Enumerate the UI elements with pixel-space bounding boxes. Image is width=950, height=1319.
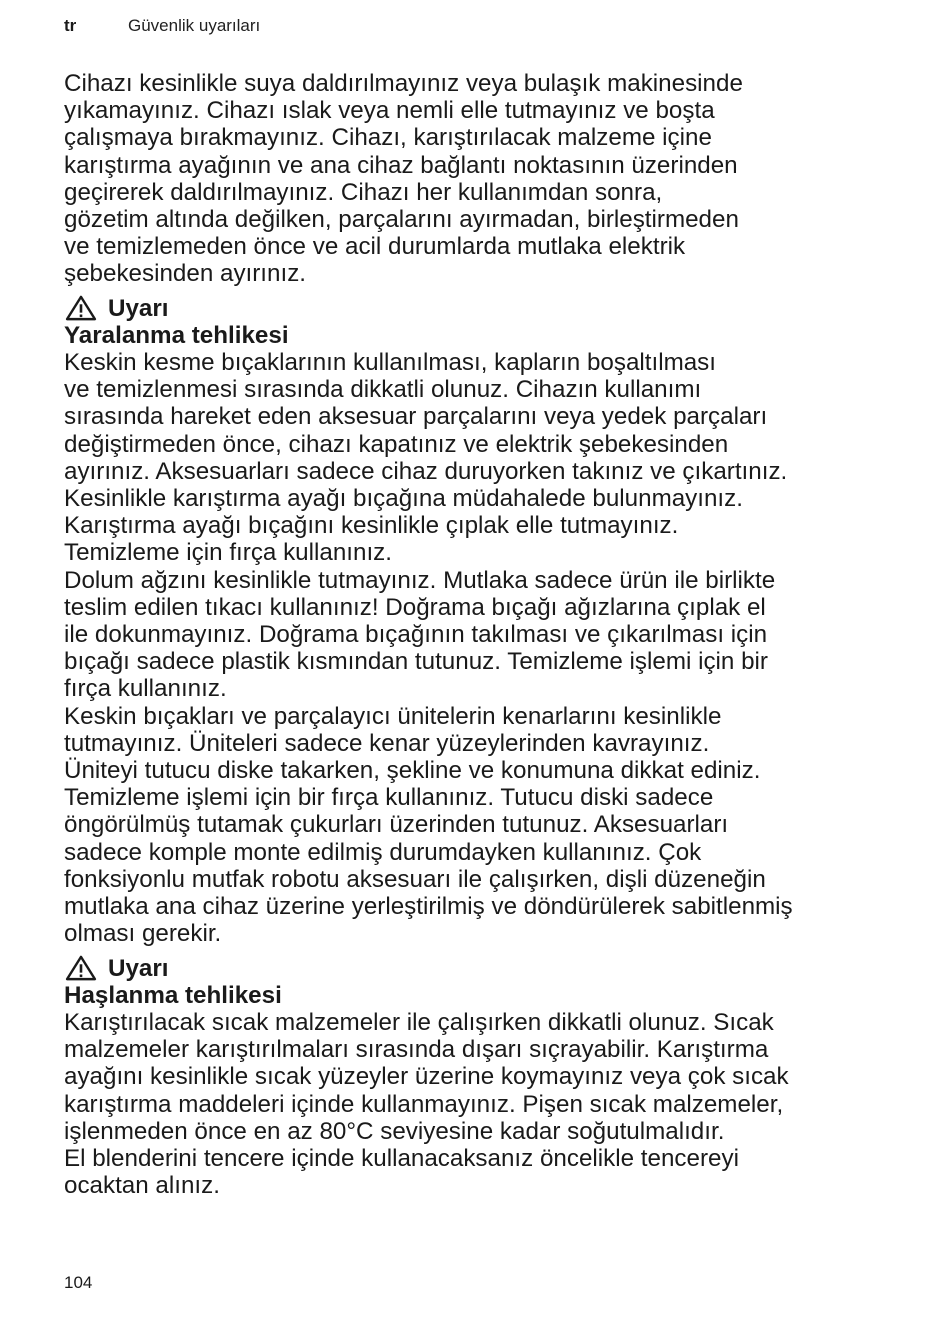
text-line: gözetim altında değilken, parçalarını ayırmadan, birleştirmeden	[64, 206, 739, 234]
text-line: çalışmaya bırakmayınız. Cihazı, karıştırılacak malzeme içine	[64, 124, 712, 152]
text-line: Cihazı kesinlikle suya daldırılmayınız veya bulaşık makinesinde	[64, 70, 743, 97]
warning-heading	[64, 955, 904, 982]
text-line: mutlaka ana cihaz üzerine yerleştirilmiş ve döndürülerek sabitlenmiş	[64, 893, 793, 921]
text-line: Karıştırma ayağı bıçağını kesinlikle çıplak elle tutmayınız.	[64, 512, 679, 540]
text-line: geçirerek daldırılmayınız. Cihazı her kullanımdan sonra,	[64, 178, 663, 206]
text-line: değiştirmeden önce, cihazı kapatınız ve elektrik şebekesinden	[64, 430, 729, 458]
text-line: işlenmeden önce en az 80°C seviyesine kadar soğutulmalıdır.	[64, 1117, 725, 1145]
warning-paragraph	[64, 349, 904, 567]
warning-triangle-icon	[64, 955, 98, 981]
text-line: olması gerekir.	[64, 920, 222, 948]
page-header	[64, 15, 260, 37]
text-line: El blenderini tencere içinde kullanacaksanız öncelikle tencereyi	[64, 1144, 739, 1172]
hazard-title: Yaralanma tehlikesi	[64, 321, 289, 349]
warning-paragraph	[64, 1009, 904, 1145]
text-line: Temizleme için fırça kullanınız.	[64, 539, 392, 567]
text-line: ayırınız. Aksesuarları sadece cihaz duruyorken takınız ve çıkartınız.	[64, 457, 788, 485]
text-line: ve temizlemeden önce ve acil durumlarda mutlaka elektrik	[64, 233, 686, 261]
text-line: ocaktan alınız.	[64, 1172, 220, 1200]
text-line: malzemeler karıştırılmaları sırasında dışarı sıçrayabilir. Karıştırma	[64, 1036, 769, 1064]
text-line: teslim edilen tıkacı kullanınız! Doğrama bıçağı ağızlarına çıplak el	[64, 593, 766, 621]
section-title: Güvenlik uyarıları	[128, 16, 261, 35]
text-line: Keskin kesme bıçaklarının kullanılması, kapların boşaltılması	[64, 349, 716, 377]
text-line: bıçağı sadece plastik kısmından tutunuz. Temizleme işlemi için bir	[64, 648, 768, 676]
text-line: fonksiyonlu mutfak robotu aksesuarı ile çalışırken, dişli düzeneğin	[64, 865, 766, 893]
text-line: ayağını kesinlikle sıcak yüzeyler üzerine koymayınız veya çok sıcak	[64, 1063, 789, 1091]
text-line: Kesinlikle karıştırma ayağı bıçağına müdahalede bulunmayınız.	[64, 485, 743, 513]
text-line: Üniteyi tutucu diske takarken, şekline ve konumuna dikkat ediniz.	[64, 757, 761, 785]
intro-paragraph	[64, 70, 904, 288]
warning-paragraph	[64, 1145, 904, 1199]
hazard-title: Haşlanma tehlikesi	[64, 981, 282, 1009]
page-number: 104	[64, 1273, 93, 1292]
text-line: sırasında hareket eden aksesuar parçalarını veya yedek parçaları	[64, 403, 768, 431]
warning-label: Uyarı	[108, 954, 169, 982]
text-line: Dolum ağzını kesinlikle tutmayınız. Mutlaka sadece ürün ile birlikte	[64, 566, 776, 594]
text-line: fırça kullanınız.	[64, 675, 227, 703]
text-line: Temizleme işlemi için bir fırça kullanınız. Tutucu diski sadece	[64, 784, 714, 812]
warning-paragraph	[64, 703, 904, 948]
text-line: Karıştırılacak sıcak malzemeler ile çalışırken dikkatli olunuz. Sıcak	[64, 1008, 774, 1036]
text-line: şebekesinden ayırınız.	[64, 260, 307, 288]
text-line: karıştırma maddeleri içinde kullanmayınız. Pişen sıcak malzemeler,	[64, 1090, 784, 1118]
language-code: tr	[64, 16, 77, 35]
warning-heading	[64, 295, 904, 322]
text-line: ve temizlenmesi sırasında dikkatli olunuz. Cihazın kullanımı	[64, 376, 702, 404]
warning-triangle-icon	[64, 295, 98, 321]
text-line: yıkamayınız. Cihazı ıslak veya nemli elle tutmayınız ve boşta	[64, 97, 715, 125]
text-line: ile dokunmayınız. Doğrama bıçağının takılması ve çıkarılması için	[64, 621, 768, 649]
text-line: tutmayınız. Üniteleri sadece kenar yüzeylerinden kavrayınız.	[64, 729, 710, 757]
warning-paragraph	[64, 567, 904, 703]
main-content	[64, 70, 904, 1199]
text-line: öngörülmüş tutamak çukurları üzerinden tutunuz. Aksesuarları	[64, 811, 729, 839]
text-line: Keskin bıçakları ve parçalayıcı ünitelerin kenarlarını kesinlikle	[64, 702, 722, 730]
text-line: sadece komple monte edilmiş durumdayken kullanınız. Çok	[64, 838, 702, 866]
warning-label: Uyarı	[108, 294, 169, 322]
text-line: karıştırma ayağının ve ana cihaz bağlantı noktasının üzerinden	[64, 151, 738, 179]
